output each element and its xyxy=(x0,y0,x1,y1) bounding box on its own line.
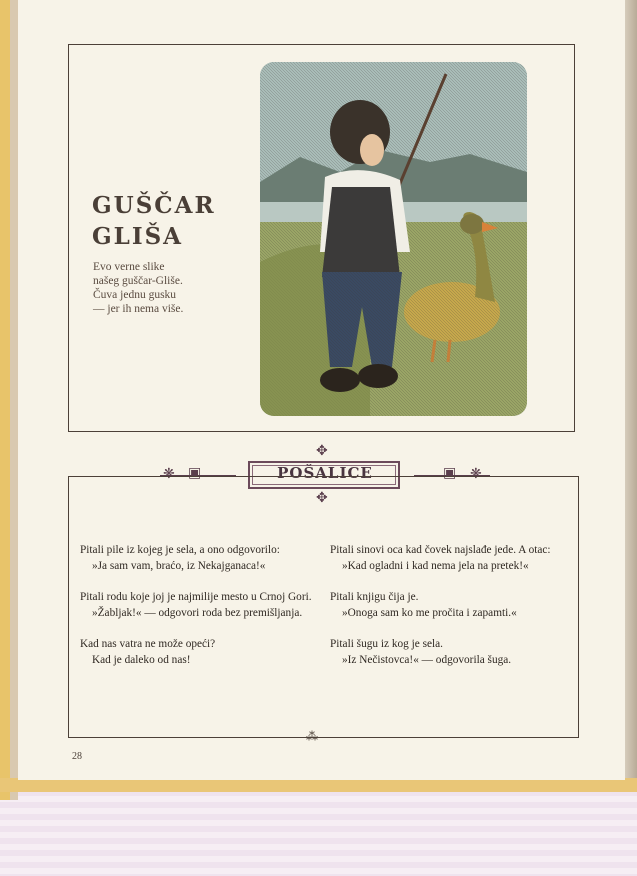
joke-item xyxy=(80,543,325,574)
joke-question: Pitali šugu iz kog je sela. xyxy=(330,638,443,650)
caption-line: Čuva jednu gusku xyxy=(93,289,177,301)
book-edge-bottom xyxy=(0,778,637,792)
floral-ornament-icon: ▣ xyxy=(443,466,457,481)
story-title xyxy=(92,190,216,252)
floral-ornament-icon: ❋ xyxy=(470,467,482,482)
story-caption xyxy=(93,260,183,316)
boy-with-goose-illustration xyxy=(260,62,527,416)
floral-ornament-icon: ▣ xyxy=(188,466,202,481)
story-title-line-1: GUŠČAR xyxy=(92,192,216,219)
joke-answer: »Žabljak!« — odgovori roda bez premišljanja. xyxy=(92,606,303,619)
small-divider-ornament-icon: ⁂ xyxy=(306,729,318,743)
jokes-column-right xyxy=(330,543,570,684)
joke-item xyxy=(80,590,325,621)
caption-line: — jer ih nema više. xyxy=(93,303,184,315)
joke-question: Pitali sinovi oca kad čovek najslađe jede. A otac: xyxy=(330,544,551,556)
joke-answer: »Kad ogladni i kad nema jela na pretek!« xyxy=(342,559,529,572)
story-title-line-2: GLIŠA xyxy=(92,223,184,250)
joke-question: Pitali rodu koje joj je najmilije mesto u Crnoj Gori. xyxy=(80,591,312,603)
section-heading: POŠALICE xyxy=(277,464,373,482)
book-edge-right xyxy=(625,0,637,790)
floral-ornament-icon: ✥ xyxy=(316,444,328,459)
floral-ornament-icon: ✥ xyxy=(316,491,328,506)
floral-ornament-icon: ❋ xyxy=(163,467,175,482)
joke-answer: Kad je daleko od nas! xyxy=(92,653,191,666)
book-edge-left xyxy=(0,0,10,800)
joke-item xyxy=(330,637,570,668)
caption-line: našeg guščar-Gliše. xyxy=(93,275,183,287)
joke-question: Pitali pile iz kojeg je sela, a ono odgovorilo: xyxy=(80,544,280,556)
desk-background xyxy=(0,790,637,876)
book-edge-left-inner xyxy=(10,0,18,800)
joke-answer: »Iz Nečistovca!« — odgovorila šuga. xyxy=(342,653,512,666)
jokes-column-left xyxy=(80,543,325,684)
caption-line: Evo verne slike xyxy=(93,261,165,273)
joke-item xyxy=(330,543,570,574)
joke-question: Pitali knjigu čija je. xyxy=(330,591,419,603)
joke-answer: »Ja sam vam, braćo, iz Nekajganaca!« xyxy=(92,559,266,572)
joke-answer: »Onoga sam ko me pročita i zapamti.« xyxy=(342,606,517,619)
joke-item xyxy=(330,590,570,621)
joke-question: Kad nas vatra ne može opeći? xyxy=(80,638,216,650)
joke-item xyxy=(80,637,325,668)
page-number: 28 xyxy=(72,751,82,762)
